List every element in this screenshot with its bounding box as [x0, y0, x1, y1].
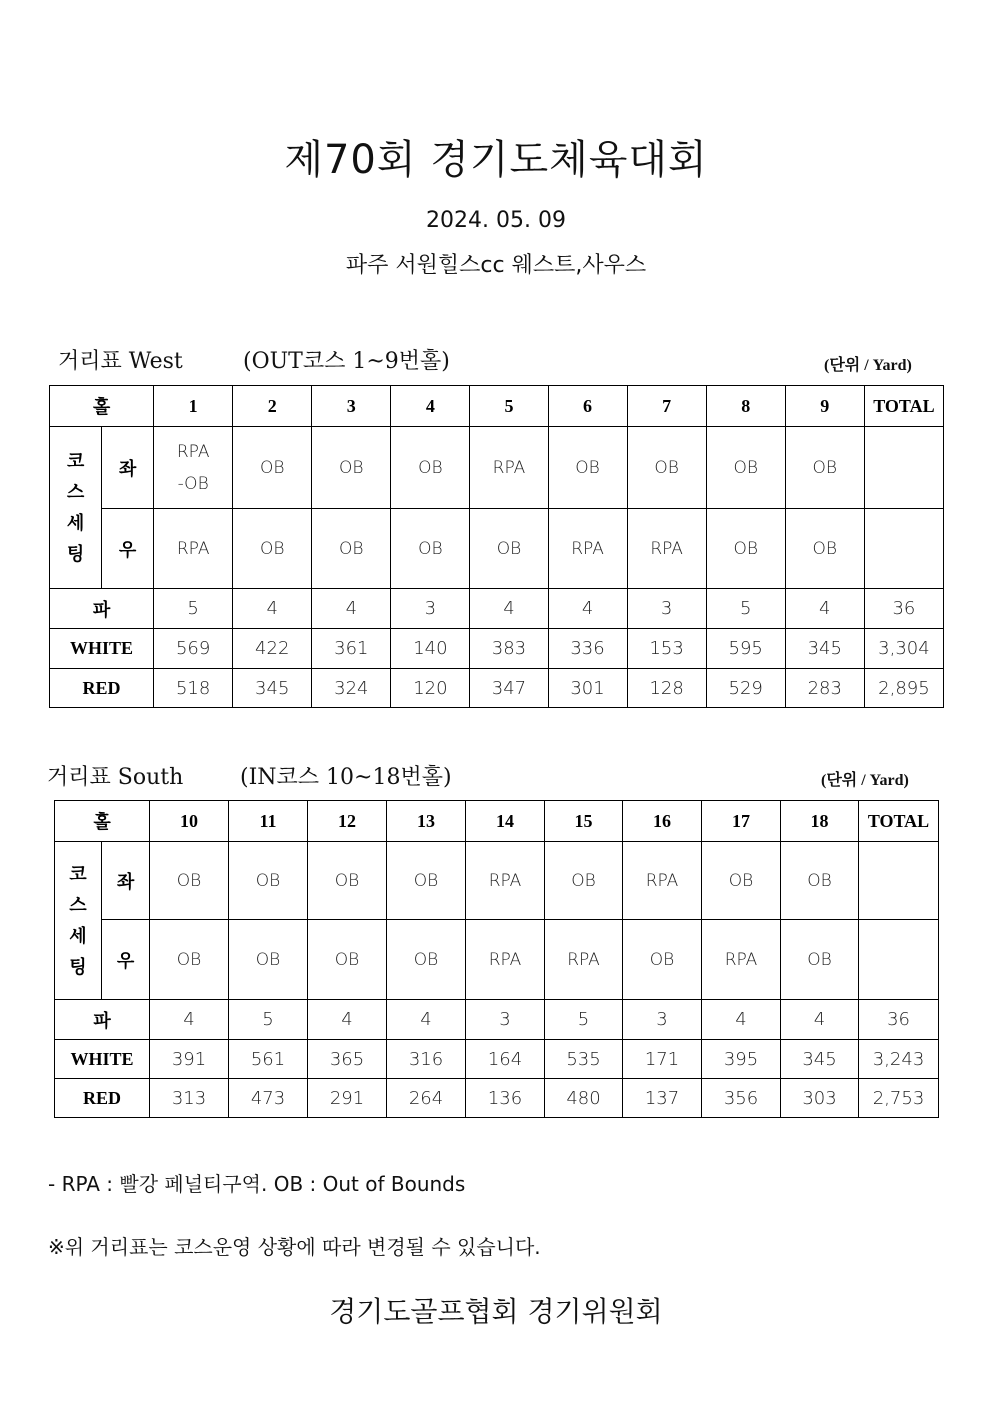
- left-hazard-cell: OB: [308, 842, 387, 920]
- page-title: 제70회 경기도체육대회: [284, 137, 708, 183]
- course-setting-label-cell: [50, 427, 102, 589]
- hole-number-cell: 2: [233, 386, 312, 427]
- left-hazard-cell: OB: [391, 427, 470, 509]
- par-value-cell: 5: [545, 1000, 623, 1040]
- course-setting-char: 코: [69, 863, 87, 884]
- hole-number-cell: 11: [229, 801, 308, 842]
- course-setting-left-row: [50, 427, 944, 509]
- left-hazard-cell: [859, 842, 939, 920]
- white-value-cell: 383: [470, 629, 548, 669]
- left-hazard-cell: OB: [233, 427, 312, 509]
- red-value-cell: 283: [785, 669, 864, 708]
- red-value-cell: 473: [229, 1079, 308, 1118]
- right-hazard-cell: OB: [229, 920, 308, 1000]
- par-value-cell: 4: [150, 1000, 229, 1040]
- par-value-cell: 4: [470, 589, 548, 629]
- red-value-cell: 356: [702, 1079, 781, 1118]
- par-value-cell: 4: [233, 589, 312, 629]
- right-hazard-cell: RPA: [702, 920, 781, 1000]
- red-tee-row: [50, 669, 944, 708]
- white-value-cell: 422: [233, 629, 312, 669]
- white-value-cell: 595: [706, 629, 785, 669]
- red-value-cell: 518: [154, 669, 233, 708]
- footer-organizer: 경기도골프협회 경기위원회: [329, 1295, 663, 1328]
- header-row: [55, 801, 939, 842]
- total-header-cell: TOTAL: [859, 801, 939, 842]
- right-hazard-cell: OB: [391, 509, 470, 589]
- red-value-cell: 291: [308, 1079, 387, 1118]
- hole-number-cell: 4: [391, 386, 470, 427]
- par-value-cell: 4: [387, 1000, 466, 1040]
- west-section-subtitle: (OUT코스 1~9번홀): [243, 349, 450, 374]
- white-label-cell: WHITE: [55, 1040, 150, 1079]
- left-hazard-cell: OB: [312, 427, 391, 509]
- left-hazard-cell: OB: [627, 427, 706, 509]
- white-label-cell: WHITE: [50, 629, 154, 669]
- red-value-cell: 480: [545, 1079, 623, 1118]
- red-label-cell: RED: [55, 1079, 150, 1118]
- par-row: [50, 589, 944, 629]
- right-hazard-cell: RPA: [627, 509, 706, 589]
- right-hazard-cell: RPA: [545, 920, 623, 1000]
- hole-number-cell: 8: [706, 386, 785, 427]
- course-setting-left-row: [55, 842, 939, 920]
- right-hazard-cell: OB: [308, 920, 387, 1000]
- hole-number-cell: 3: [312, 386, 391, 427]
- left-hazard-cell: OB: [229, 842, 308, 920]
- par-label-cell: 파: [50, 589, 154, 629]
- par-value-cell: 4: [702, 1000, 781, 1040]
- par-value-cell: 3: [391, 589, 470, 629]
- red-value-cell: 137: [623, 1079, 702, 1118]
- red-value-cell: 529: [706, 669, 785, 708]
- left-hazard-cell: OB: [150, 842, 229, 920]
- legend-note: - RPA : 빨강 페널티구역. OB : Out of Bounds: [48, 1172, 466, 1196]
- left-hazard-cell: OB: [702, 842, 781, 920]
- south-section-title: 거리표 South: [47, 765, 184, 790]
- par-row: [55, 1000, 939, 1040]
- right-hazard-cell: OB: [470, 509, 548, 589]
- right-hazard-cell: RPA: [466, 920, 545, 1000]
- left-hazard-cell: [864, 427, 943, 509]
- right-hazard-cell: OB: [785, 509, 864, 589]
- par-value-cell: 3: [627, 589, 706, 629]
- hole-number-cell: 7: [627, 386, 706, 427]
- right-hazard-cell: OB: [312, 509, 391, 589]
- white-value-cell: 153: [627, 629, 706, 669]
- south-section-subtitle: (IN코스 10~18번홀): [240, 765, 452, 790]
- hole-number-cell: 6: [548, 386, 627, 427]
- par-value-cell: 4: [548, 589, 627, 629]
- course-setting-char: 스: [69, 894, 87, 915]
- par-value-cell: 3: [623, 1000, 702, 1040]
- white-value-cell: 569: [154, 629, 233, 669]
- course-setting-char: 세: [69, 925, 87, 946]
- white-value-cell: 171: [623, 1040, 702, 1079]
- hole-number-cell: 17: [702, 801, 781, 842]
- par-value-cell: 4: [312, 589, 391, 629]
- west-unit-label: (단위 / Yard): [824, 357, 912, 374]
- left-hazard-cell: RPA: [470, 427, 548, 509]
- left-hazard-cell: OB: [545, 842, 623, 920]
- par-value-cell: 5: [706, 589, 785, 629]
- right-hazard-cell: RPA: [548, 509, 627, 589]
- red-value-cell: 301: [548, 669, 627, 708]
- par-value-cell: 5: [229, 1000, 308, 1040]
- white-value-cell: 535: [545, 1040, 623, 1079]
- south-distance-table: [54, 800, 939, 1118]
- hole-number-cell: 14: [466, 801, 545, 842]
- hole-number-cell: 15: [545, 801, 623, 842]
- right-hazard-cell: OB: [781, 920, 859, 1000]
- right-hazard-cell: RPA: [154, 509, 233, 589]
- hole-number-cell: 16: [623, 801, 702, 842]
- course-setting-char: 세: [66, 512, 85, 533]
- red-value-cell: 2,895: [864, 669, 943, 708]
- left-side-label-cell: 좌: [102, 427, 154, 509]
- hole-header-cell: 홀: [55, 801, 150, 842]
- red-value-cell: 120: [391, 669, 470, 708]
- red-value-cell: 345: [233, 669, 312, 708]
- right-hazard-cell: OB: [387, 920, 466, 1000]
- red-value-cell: 136: [466, 1079, 545, 1118]
- course-setting-char: 코: [66, 450, 85, 471]
- hole-number-cell: 5: [470, 386, 548, 427]
- course-setting-char: 팅: [69, 956, 87, 977]
- right-hazard-cell: OB: [233, 509, 312, 589]
- course-setting-char: 스: [66, 481, 85, 502]
- par-value-cell: 36: [864, 589, 943, 629]
- white-value-cell: 561: [229, 1040, 308, 1079]
- red-value-cell: 324: [312, 669, 391, 708]
- white-value-cell: 365: [308, 1040, 387, 1079]
- red-value-cell: 303: [781, 1079, 859, 1118]
- course-setting-label-cell: [55, 842, 102, 1000]
- hole-number-cell: 12: [308, 801, 387, 842]
- white-tee-row: [55, 1040, 939, 1079]
- white-value-cell: 395: [702, 1040, 781, 1079]
- red-value-cell: 347: [470, 669, 548, 708]
- par-value-cell: 4: [308, 1000, 387, 1040]
- white-value-cell: 361: [312, 629, 391, 669]
- par-value-cell: 4: [785, 589, 864, 629]
- white-value-cell: 3,304: [864, 629, 943, 669]
- left-hazard-cell: OB: [781, 842, 859, 920]
- west-distance-table: [49, 385, 944, 708]
- total-header-cell: TOTAL: [864, 386, 943, 427]
- header-row: [50, 386, 944, 427]
- red-value-cell: 2,753: [859, 1079, 939, 1118]
- course-setting-right-row: [50, 509, 944, 589]
- event-date: 2024. 05. 09: [426, 208, 566, 233]
- white-value-cell: 164: [466, 1040, 545, 1079]
- right-side-label-cell: 우: [102, 509, 154, 589]
- disclaimer-note: ※위 거리표는 코스운영 상황에 따라 변경될 수 있습니다.: [48, 1235, 541, 1259]
- par-label-cell: 파: [55, 1000, 150, 1040]
- par-value-cell: 4: [781, 1000, 859, 1040]
- right-hazard-cell: [859, 920, 939, 1000]
- white-value-cell: 345: [785, 629, 864, 669]
- red-value-cell: 313: [150, 1079, 229, 1118]
- white-value-cell: 3,243: [859, 1040, 939, 1079]
- hole-number-cell: 18: [781, 801, 859, 842]
- white-value-cell: 316: [387, 1040, 466, 1079]
- red-label-cell: RED: [50, 669, 154, 708]
- left-hazard-cell: RPA: [466, 842, 545, 920]
- red-tee-row: [55, 1079, 939, 1118]
- left-hazard-cell: RPA: [623, 842, 702, 920]
- hole-number-cell: 13: [387, 801, 466, 842]
- right-hazard-cell: OB: [623, 920, 702, 1000]
- white-tee-row: [50, 629, 944, 669]
- south-unit-label: (단위 / Yard): [821, 772, 909, 789]
- red-value-cell: 128: [627, 669, 706, 708]
- course-setting-right-row: [55, 920, 939, 1000]
- hole-number-cell: 9: [785, 386, 864, 427]
- right-side-label-cell: 우: [102, 920, 150, 1000]
- left-hazard-cell: OB: [706, 427, 785, 509]
- right-hazard-cell: OB: [150, 920, 229, 1000]
- left-side-label-cell: 좌: [102, 842, 150, 920]
- white-value-cell: 345: [781, 1040, 859, 1079]
- white-value-cell: 140: [391, 629, 470, 669]
- west-section-title: 거리표 West: [58, 349, 183, 374]
- left-hazard-cell: OB: [387, 842, 466, 920]
- hole-number-cell: 10: [150, 801, 229, 842]
- hole-number-cell: 1: [154, 386, 233, 427]
- left-hazard-cell: OB: [548, 427, 627, 509]
- par-value-cell: 36: [859, 1000, 939, 1040]
- hole-header-cell: 홀: [50, 386, 154, 427]
- right-hazard-cell: [864, 509, 943, 589]
- left-hazard-cell: OB: [785, 427, 864, 509]
- white-value-cell: 336: [548, 629, 627, 669]
- par-value-cell: 5: [154, 589, 233, 629]
- right-hazard-cell: OB: [706, 509, 785, 589]
- event-venue: 파주 서원힐스cc 웨스트,사우스: [345, 253, 647, 278]
- left-hazard-cell: RPA -OB: [154, 427, 233, 509]
- white-value-cell: 391: [150, 1040, 229, 1079]
- course-setting-char: 팅: [66, 543, 85, 564]
- red-value-cell: 264: [387, 1079, 466, 1118]
- par-value-cell: 3: [466, 1000, 545, 1040]
